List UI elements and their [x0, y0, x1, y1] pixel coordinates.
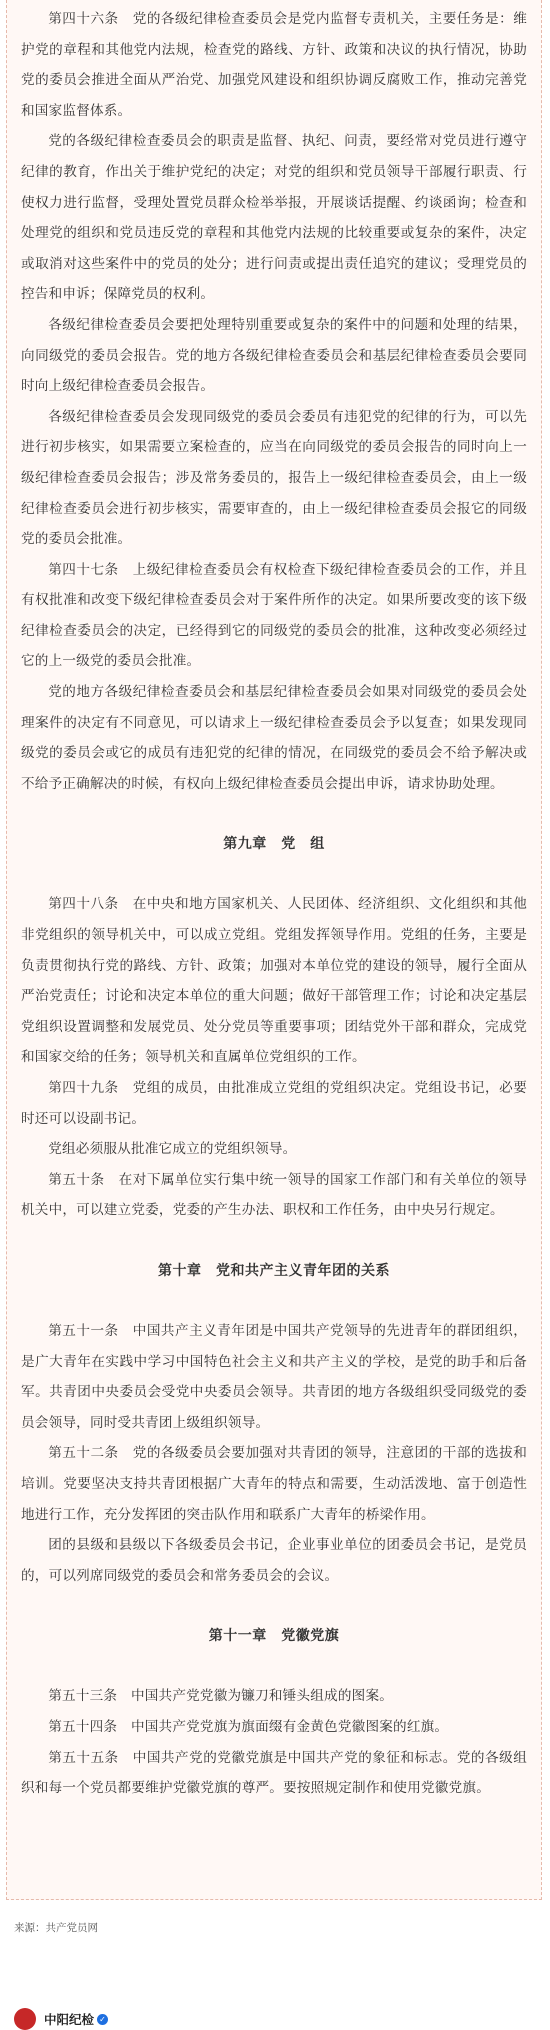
section-spacer: [21, 859, 527, 889]
article-paragraph: 党的各级纪律检查委员会的职责是监督、执纪、问责，要经常对党员进行遵守纪律的教育，作出关于维护党纪的决定；对党的组织和党员领导干部履行职责、行使权力进行监督，受理处置党员群众检举举报，开展谈话提醒、约谈函询；检查和处理党的组织和党员违反党的章程和其他党内法规的比较重要或复杂的案件，决定或取消对这些案件中的党员的处分；进行问责或提出责任追究的建议；受理党员的控告和申诉；保障党员的权利。: [21, 133, 527, 303]
article-paragraph: 各级纪律检查委员会要把处理特别重要或复杂的案件中的问题和处理的结果，向同级党的委员会报告。党的地方各级纪律检查委员会和基层纪律检查委员会要同时向上级纪律检查委员会报告。: [21, 316, 527, 395]
section-spacer: [21, 1226, 527, 1256]
section-spacer: [21, 1591, 527, 1621]
article-paragraph: 第四十七条 上级纪律检查委员会有权检查下级纪律检查委员会的工作，并且有权批准和改变下级纪律检查委员会对于案件所作的决定。如果所要改变的该下级纪律检查委员会的决定，已经得到它的同级党的委员会的批准，这种改变必须经过它的上一级党的委员会批准。: [21, 561, 527, 670]
section-spacer: [21, 1651, 527, 1681]
verified-badge-icon: ✓: [97, 2014, 108, 2025]
account-name[interactable]: 中阳纪检: [44, 2012, 95, 2027]
article-paragraph: 第五十二条 党的各级委员会要加强对共青团的领导，注意团的干部的选拔和培训。党要坚决支持共青团根据广大青年的特点和需要，生动活泼地、富于创造性地进行工作，充分发挥团的突击队作用和联系广大青年的桥梁作用。: [21, 1445, 527, 1523]
article-paragraph: 各级纪律检查委员会发现同级党的委员会委员有违犯党的纪律的行为，可以先进行初步核实，如果需要立案检查的，应当在向同级党的委员会报告的同时向上一级纪律检查委员会报告；涉及常务委员的，报告上一级纪律检查委员会，由上一级纪律检查委员会进行初步核实，需要审查的，由上一级纪律检查委员会报它的同级党的委员会批准。: [21, 408, 527, 548]
article-paragraph: 第四十六条 党的各级纪律检查委员会是党内监督专责机关，主要任务是：维护党的章程和其他党内法规，检查党的路线、方针、政策和决议的执行情况，协助党的委员会推进全面从严治党、加强党风建设和组织协调反腐败工作，推动完善党和国家监督体系。: [21, 11, 527, 119]
article-paragraph: 党组必须服从批准它成立的党组织领导。: [48, 1141, 297, 1158]
article-paragraph: 党的地方各级纪律检查委员会和基层纪律检查委员会如果对同级党的委员会处理案件的决定有不同意见，可以请求上一级纪律检查委员会予以复查；如果发现同级党的委员会或它的成员有违犯党的纪律的情况，在同级党的委员会不给予解决或不给予正确解决的时候，有权向上级纪律检查委员会提出申诉，请求协助处理。: [21, 684, 527, 792]
article-paragraph: 团的县级和县级以下各级委员会书记，企业事业单位的团委员会书记，是党员的，可以列席同级党的委员会和常务委员会的会议。: [21, 1537, 527, 1584]
section-spacer: [21, 1286, 527, 1316]
article-paragraph: 第四十八条 在中央和地方国家机关、人民团体、经济组织、文化组织和其他非党组织的领导机关中，可以成立党组。党组发挥领导作用。党组的任务，主要是负责贯彻执行党的路线、方针、政策；加强对本单位党的建设的领导，履行全面从严治党责任；讨论和决定本单位的重大问题；做好干部管理工作；讨论和决定基层党组织设置调整和发展党员、处分党员等重要事项；团结党外干部和群众，完成党和国家交给的任务；领导机关和直属单位党组织的工作。: [21, 896, 527, 1066]
article-paragraph: 第五十一条 中国共产主义青年团是中国共产党领导的先进青年的群团组织，是广大青年在实践中学习中国特色社会主义和共产主义的学校，是党的助手和后备军。共青团中央委员会受党中央委员会领导。共青团的地方各级组织受同级党的委员会领导，同时受共青团上级组织领导。: [21, 1322, 527, 1431]
article-content-box: [6, 0, 542, 1900]
article-paragraph: 第五十四条 中国共产党党旗为旗面缀有金黄色党徽图案的红旗。: [48, 1718, 449, 1735]
article-paragraph: 第五十条 在对下属单位实行集中统一领导的国家工作部门和有关单位的领导机关中，可以建立党委，党委的产生办法、职权和工作任务，由中央另行规定。: [21, 1171, 527, 1219]
account-avatar[interactable]: [14, 2008, 36, 2030]
chapter-heading: 第十一章 党徽党旗: [208, 1628, 340, 1645]
section-spacer: [21, 799, 527, 829]
account-footer[interactable]: [14, 2008, 314, 2030]
chapter-heading: 第十章 党和共产主义青年团的关系: [158, 1262, 390, 1279]
article-paragraph: 第四十九条 党组的成员，由批准成立党组的党组织决定。党组设书记，必要时还可以设副书记。: [21, 1080, 527, 1127]
article-paragraph: 第五十五条 中国共产党的党徽党旗是中国共产党的象征和标志。党的各级组织和每一个党员都要维护党徽党旗的尊严。要按照规定制作和使用党徽党旗。: [21, 1749, 527, 1797]
source-credit: 来源：共产党员网: [14, 1922, 98, 1934]
article-paragraph: 第五十三条 中国共产党党徽为镰刀和锤头组成的图案。: [48, 1688, 394, 1705]
chapter-heading: 第九章 党 组: [223, 836, 325, 853]
